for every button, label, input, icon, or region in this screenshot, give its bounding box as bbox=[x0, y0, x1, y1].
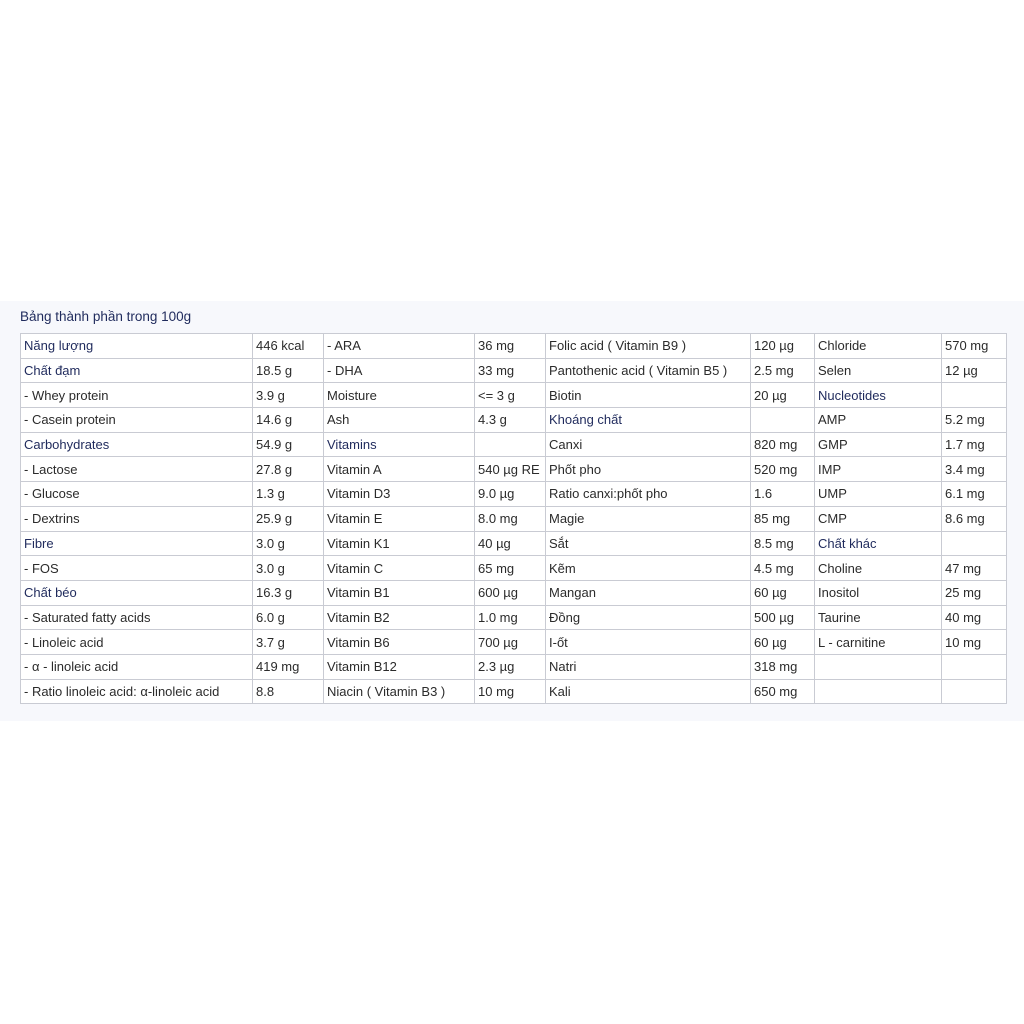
nutrient-value-cell: 27.8 g bbox=[253, 457, 324, 482]
nutrient-name-cell: - Glucose bbox=[21, 482, 253, 507]
table-row bbox=[21, 679, 1007, 704]
table-caption: Bảng thành phần trong 100g bbox=[20, 309, 192, 324]
nutrient-value-cell: 1.0 mg bbox=[475, 605, 546, 630]
nutrient-name-cell: Choline bbox=[815, 556, 942, 581]
nutrient-name-cell: Vitamin D3 bbox=[324, 482, 475, 507]
nutrient-value-cell: 25 mg bbox=[942, 580, 1007, 605]
nutrient-name-cell: - Ratio linoleic acid: α-linoleic acid bbox=[21, 679, 253, 704]
nutrient-value-cell bbox=[475, 432, 546, 457]
nutrient-value-cell: 2.5 mg bbox=[751, 358, 815, 383]
nutrient-name-cell: Đồng bbox=[546, 605, 751, 630]
nutrient-name-cell: Ash bbox=[324, 408, 475, 433]
table-row bbox=[21, 580, 1007, 605]
nutrient-name-cell: - FOS bbox=[21, 556, 253, 581]
nutrient-name-cell: Vitamin B2 bbox=[324, 605, 475, 630]
nutrient-value-cell bbox=[942, 531, 1007, 556]
nutrient-value-cell: 8.6 mg bbox=[942, 506, 1007, 531]
table-row bbox=[21, 457, 1007, 482]
nutrient-value-cell: 6.1 mg bbox=[942, 482, 1007, 507]
nutrient-name-cell: Chất đạm bbox=[21, 358, 253, 383]
nutrient-value-cell: 10 mg bbox=[942, 630, 1007, 655]
nutrient-value-cell: 1.3 g bbox=[253, 482, 324, 507]
nutrient-value-cell: 85 mg bbox=[751, 506, 815, 531]
table-row bbox=[21, 556, 1007, 581]
nutrient-value-cell: 9.0 µg bbox=[475, 482, 546, 507]
nutrient-value-cell: <= 3 g bbox=[475, 383, 546, 408]
nutrient-name-cell: - Whey protein bbox=[21, 383, 253, 408]
nutrient-value-cell: 520 mg bbox=[751, 457, 815, 482]
nutrient-name-cell: IMP bbox=[815, 457, 942, 482]
nutrient-value-cell: 60 µg bbox=[751, 630, 815, 655]
nutrient-name-cell: Năng lượng bbox=[21, 334, 253, 359]
nutrient-name-cell: Phốt pho bbox=[546, 457, 751, 482]
table-row bbox=[21, 432, 1007, 457]
nutrient-value-cell: 20 µg bbox=[751, 383, 815, 408]
nutrient-value-cell: 47 mg bbox=[942, 556, 1007, 581]
nutrient-name-cell: Moisture bbox=[324, 383, 475, 408]
table-row bbox=[21, 408, 1007, 433]
nutrient-value-cell: 3.0 g bbox=[253, 556, 324, 581]
nutrient-value-cell: 700 µg bbox=[475, 630, 546, 655]
nutrient-name-cell: Vitamin B12 bbox=[324, 654, 475, 679]
nutrient-name-cell bbox=[815, 654, 942, 679]
nutrient-value-cell: 60 µg bbox=[751, 580, 815, 605]
nutrient-name-cell: Chất khác bbox=[815, 531, 942, 556]
table-row bbox=[21, 654, 1007, 679]
nutrient-name-cell: - DHA bbox=[324, 358, 475, 383]
nutrient-value-cell: 3.7 g bbox=[253, 630, 324, 655]
nutrient-value-cell bbox=[942, 383, 1007, 408]
nutrient-name-cell: Pantothenic acid ( Vitamin B5 ) bbox=[546, 358, 751, 383]
nutrient-value-cell: 1.7 mg bbox=[942, 432, 1007, 457]
nutrient-value-cell: 419 mg bbox=[253, 654, 324, 679]
nutrient-name-cell: Sắt bbox=[546, 531, 751, 556]
nutrition-table-body bbox=[21, 334, 1007, 704]
nutrient-value-cell: 318 mg bbox=[751, 654, 815, 679]
nutrient-value-cell: 3.4 mg bbox=[942, 457, 1007, 482]
nutrient-name-cell: Vitamin C bbox=[324, 556, 475, 581]
nutrient-value-cell: 33 mg bbox=[475, 358, 546, 383]
nutrient-name-cell: Vitamin K1 bbox=[324, 531, 475, 556]
nutrient-value-cell: 4.3 g bbox=[475, 408, 546, 433]
nutrient-value-cell: 10 mg bbox=[475, 679, 546, 704]
nutrient-name-cell bbox=[815, 679, 942, 704]
nutrient-name-cell: CMP bbox=[815, 506, 942, 531]
nutrient-name-cell: GMP bbox=[815, 432, 942, 457]
nutrient-value-cell: 16.3 g bbox=[253, 580, 324, 605]
nutrient-name-cell: Taurine bbox=[815, 605, 942, 630]
nutrient-value-cell: 3.0 g bbox=[253, 531, 324, 556]
nutrient-value-cell: 8.0 mg bbox=[475, 506, 546, 531]
nutrient-name-cell: Inositol bbox=[815, 580, 942, 605]
nutrient-value-cell: 65 mg bbox=[475, 556, 546, 581]
nutrient-value-cell: 600 µg bbox=[475, 580, 546, 605]
nutrient-name-cell: - Linoleic acid bbox=[21, 630, 253, 655]
nutrient-name-cell: UMP bbox=[815, 482, 942, 507]
nutrient-name-cell: Kali bbox=[546, 679, 751, 704]
nutrient-name-cell: Biotin bbox=[546, 383, 751, 408]
nutrient-value-cell: 25.9 g bbox=[253, 506, 324, 531]
nutrient-name-cell: Ratio canxi:phốt pho bbox=[546, 482, 751, 507]
nutrient-name-cell: Chloride bbox=[815, 334, 942, 359]
table-row bbox=[21, 506, 1007, 531]
table-row bbox=[21, 630, 1007, 655]
nutrient-name-cell: - Saturated fatty acids bbox=[21, 605, 253, 630]
nutrient-name-cell: AMP bbox=[815, 408, 942, 433]
nutrient-value-cell: 120 µg bbox=[751, 334, 815, 359]
nutrient-value-cell: 8.5 mg bbox=[751, 531, 815, 556]
nutrient-name-cell: Khoáng chất bbox=[546, 408, 751, 433]
nutrient-name-cell: Nucleotides bbox=[815, 383, 942, 408]
nutrient-value-cell: 570 mg bbox=[942, 334, 1007, 359]
nutrient-value-cell: 40 mg bbox=[942, 605, 1007, 630]
nutrient-name-cell: Vitamin A bbox=[324, 457, 475, 482]
nutrient-name-cell: - ARA bbox=[324, 334, 475, 359]
nutrient-value-cell: 14.6 g bbox=[253, 408, 324, 433]
nutrient-name-cell: Fibre bbox=[21, 531, 253, 556]
nutrient-value-cell: 8.8 bbox=[253, 679, 324, 704]
nutrient-name-cell: Chất béo bbox=[21, 580, 253, 605]
table-row bbox=[21, 358, 1007, 383]
nutrient-name-cell: - Dextrins bbox=[21, 506, 253, 531]
nutrient-name-cell: Mangan bbox=[546, 580, 751, 605]
nutrient-name-cell: Natri bbox=[546, 654, 751, 679]
nutrient-name-cell: Vitamin B1 bbox=[324, 580, 475, 605]
nutrient-name-cell: I-ốt bbox=[546, 630, 751, 655]
table-row bbox=[21, 605, 1007, 630]
nutrition-table bbox=[20, 333, 1007, 704]
nutrient-name-cell: - α - linoleic acid bbox=[21, 654, 253, 679]
nutrient-value-cell: 820 mg bbox=[751, 432, 815, 457]
nutrient-value-cell bbox=[751, 408, 815, 433]
nutrient-name-cell: - Lactose bbox=[21, 457, 253, 482]
nutrient-value-cell: 5.2 mg bbox=[942, 408, 1007, 433]
nutrient-value-cell: 36 mg bbox=[475, 334, 546, 359]
nutrient-value-cell: 500 µg bbox=[751, 605, 815, 630]
nutrient-value-cell: 2.3 µg bbox=[475, 654, 546, 679]
nutrient-name-cell: Kẽm bbox=[546, 556, 751, 581]
table-row bbox=[21, 383, 1007, 408]
nutrient-name-cell: - Casein protein bbox=[21, 408, 253, 433]
nutrient-name-cell: Niacin ( Vitamin B3 ) bbox=[324, 679, 475, 704]
table-row bbox=[21, 482, 1007, 507]
nutrient-value-cell: 3.9 g bbox=[253, 383, 324, 408]
nutrient-name-cell: Magie bbox=[546, 506, 751, 531]
nutrient-name-cell: L - carnitine bbox=[815, 630, 942, 655]
nutrient-value-cell: 540 µg RE bbox=[475, 457, 546, 482]
nutrient-name-cell: Canxi bbox=[546, 432, 751, 457]
nutrient-name-cell: Selen bbox=[815, 358, 942, 383]
table-row bbox=[21, 531, 1007, 556]
nutrient-value-cell: 1.6 bbox=[751, 482, 815, 507]
nutrient-value-cell: 40 µg bbox=[475, 531, 546, 556]
nutrient-value-cell: 4.5 mg bbox=[751, 556, 815, 581]
nutrient-value-cell: 54.9 g bbox=[253, 432, 324, 457]
nutrient-name-cell: Vitamin E bbox=[324, 506, 475, 531]
nutrient-value-cell: 650 mg bbox=[751, 679, 815, 704]
nutrient-name-cell: Vitamin B6 bbox=[324, 630, 475, 655]
nutrient-value-cell bbox=[942, 679, 1007, 704]
nutrient-name-cell: Vitamins bbox=[324, 432, 475, 457]
table-row bbox=[21, 334, 1007, 359]
nutrient-value-cell: 18.5 g bbox=[253, 358, 324, 383]
nutrient-name-cell: Carbohydrates bbox=[21, 432, 253, 457]
nutrient-value-cell bbox=[942, 654, 1007, 679]
nutrient-value-cell: 12 µg bbox=[942, 358, 1007, 383]
nutrient-value-cell: 6.0 g bbox=[253, 605, 324, 630]
nutrient-name-cell: Folic acid ( Vitamin B9 ) bbox=[546, 334, 751, 359]
nutrient-value-cell: 446 kcal bbox=[253, 334, 324, 359]
